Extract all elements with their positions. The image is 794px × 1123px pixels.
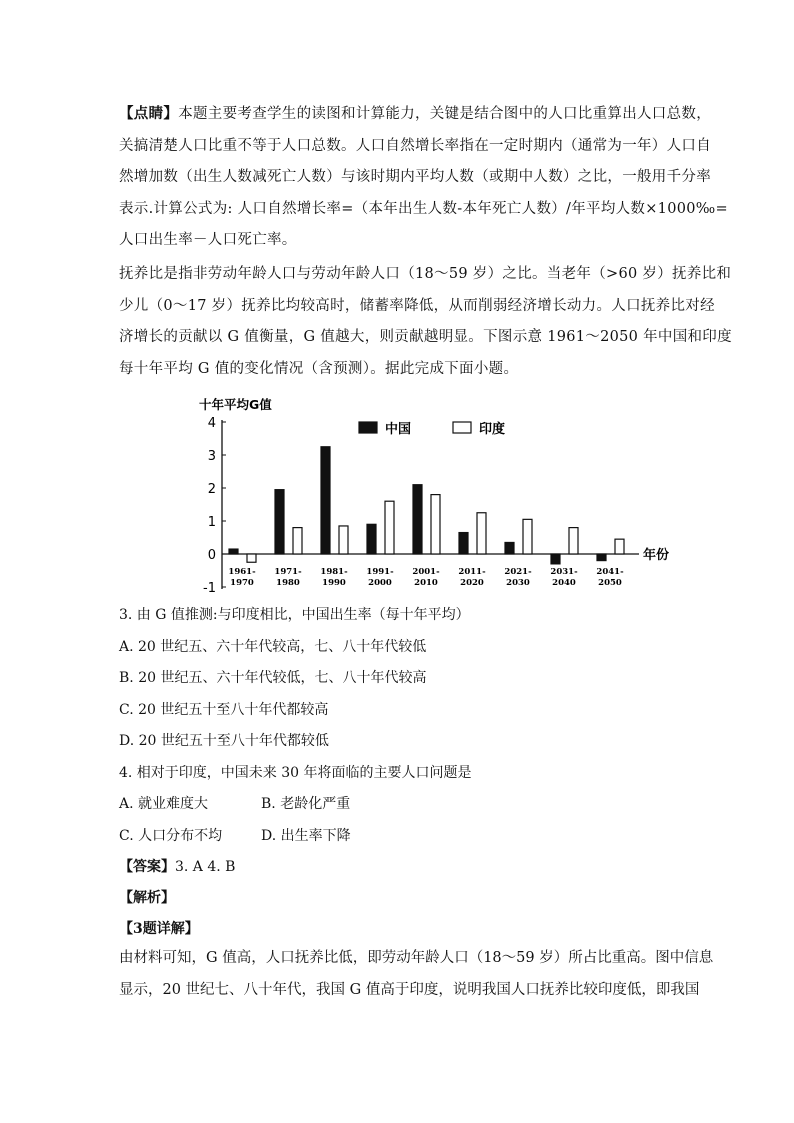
text-line: 人口出生率－人口死亡率。 [119, 232, 297, 248]
x-tick-label: 2041- [596, 567, 624, 577]
answer-value: 3. A 4. B [175, 859, 236, 875]
text-line: 抚养比是指非劳动年龄人口与劳动年龄人口（18～59 岁）之比。当老年（>60 岁）抚养比和 [119, 266, 732, 282]
option-4b: B. 老龄化严重 [261, 796, 351, 812]
x-tick-label: 2030 [506, 578, 530, 588]
bar-china [229, 549, 238, 554]
key-points-label: 【点睛】 [119, 105, 179, 122]
y-tick-label: 4 [207, 416, 216, 431]
question-4: 4. 相对于印度，中国未来 30 年将面临的主要人口问题是 [119, 765, 472, 781]
options-4-row1 [119, 793, 351, 813]
x-tick-label: 1971- [274, 567, 302, 577]
bar-china [275, 490, 284, 554]
option-3b: B. 20 世纪五、六十年代较低，七、八十年代较高 [119, 670, 427, 686]
text-line: 由材料可知，G 值高，人口抚养比低，即劳动年龄人口（18～59 岁）所占比重高。图中信息 [119, 950, 714, 966]
bar-china [597, 554, 606, 561]
x-tick-label: 1980 [276, 578, 300, 588]
answer-label: 【答案】 [119, 859, 175, 875]
bar-india [247, 554, 256, 562]
text-line: 然增加数（出生人数减死亡人数）与该时期内平均人数（或期中人数）之比，一般用千分率 [119, 169, 711, 185]
x-tick-label: 2011- [458, 567, 486, 577]
x-tick-label: 2050 [598, 578, 622, 588]
y-tick-label: 1 [207, 515, 216, 530]
text-line: 每十年平均 G 值的变化情况（含预测）。据此完成下面小题。 [119, 360, 519, 377]
legend-label-india: 印度 [479, 422, 506, 437]
y-tick-label: 2 [207, 482, 216, 497]
legend-label-china: 中国 [385, 422, 412, 437]
x-tick-label: 1970 [230, 578, 254, 588]
x-tick-label: 2000 [368, 578, 392, 588]
key-points-paragraph [119, 98, 728, 257]
intro-paragraph [119, 259, 732, 385]
y-tick-label: 3 [207, 449, 216, 464]
legend-swatch-china [359, 422, 377, 433]
x-tick-label: 2001- [412, 567, 440, 577]
y-tick-label: -1 [203, 581, 216, 596]
x-tick-label: 2031- [550, 567, 578, 577]
option-4d: D. 出生率下降 [261, 828, 351, 844]
question-3: 3. 由 G 值推测:与印度相比，中国出生率（每十年平均） [119, 607, 470, 623]
x-tick-label: 1990 [322, 578, 346, 588]
option-3d: D. 20 世纪五十至八十年代都较低 [119, 733, 329, 749]
text-line: 济增长的贡献以 G 值衡量，G 值越大，则贡献越明显。下图示意 1961～2050 年中国和印度 [119, 329, 732, 345]
bar-china [413, 485, 422, 554]
x-tick-label: 1981- [320, 567, 348, 577]
text-line: 少儿（0～17 岁）抚养比均较高时，储蓄率降低，从而削弱经济增长动力。人口抚养比对经 [119, 297, 715, 314]
detail-paragraph [119, 943, 714, 1006]
x-tick-label: 2010 [414, 578, 438, 588]
bar-india [339, 526, 348, 554]
bar-india [385, 501, 394, 554]
text-line: 本题主要考查学生的读图和计算能力，关键是结合图中的人口比重算出人口总数， [178, 106, 711, 122]
x-tick-label: 1991- [366, 567, 394, 577]
bar-china [505, 542, 514, 554]
bar-china [459, 533, 468, 554]
x-tick-label: 1961- [228, 567, 256, 577]
x-tick-label: 2020 [460, 578, 484, 588]
bar-china [321, 447, 330, 554]
detail-label: 【3题详解】 [119, 921, 199, 937]
x-tick-label: 2021- [504, 567, 532, 577]
bar-india [615, 539, 624, 554]
option-4a: A. 就业难度大 [119, 796, 209, 812]
y-tick-label: 0 [207, 548, 216, 563]
option-3c: C. 20 世纪五十至八十年代都较高 [119, 702, 329, 718]
legend-swatch-india [453, 422, 471, 433]
bar-india [477, 513, 486, 554]
bar-india [293, 528, 302, 554]
bar-india [569, 528, 578, 554]
bar-china [367, 524, 376, 554]
bar-india [523, 519, 532, 554]
option-3a: A. 20 世纪五、六十年代较高，七、八十年代较低 [119, 639, 427, 655]
text-line: 表示.计算公式为: 人口自然增长率=（本年出生人数-本年死亡人数）/年平均人数×1000‰= [119, 200, 728, 217]
x-axis-label: 年份 [643, 548, 670, 563]
chart-title: 十年平均G值 [199, 397, 272, 412]
text-line: 显示，20 世纪七、八十年代，我国 G 值高于印度，说明我国人口抚养比较印度低，即我国 [119, 981, 700, 998]
options-4-row2 [119, 825, 351, 845]
text-line: 关搞清楚人口比重不等于人口总数。人口自然增长率指在一定时期内（通常为一年）人口自 [119, 137, 711, 154]
bar-china [551, 554, 560, 564]
option-4c: C. 人口分布不均 [119, 828, 223, 844]
answer-line [119, 856, 235, 876]
analysis-label: 【解析】 [119, 890, 175, 906]
x-tick-label: 2040 [552, 578, 576, 588]
g-value-chart [199, 393, 670, 596]
bar-india [431, 495, 440, 554]
